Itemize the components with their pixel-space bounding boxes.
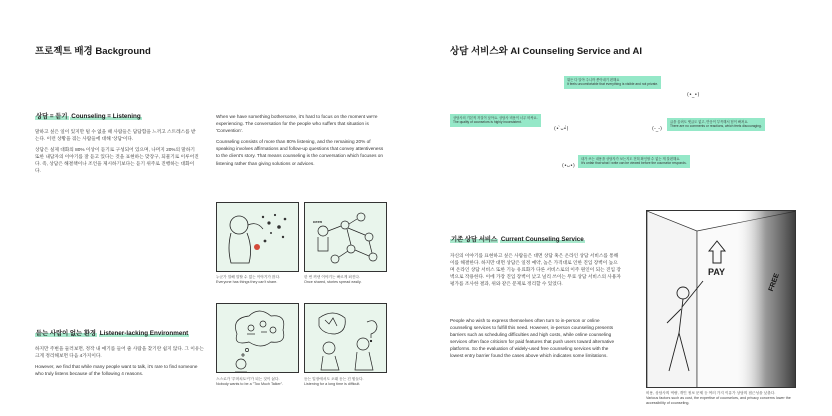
- review-bubble: 뭐든 다 알아 주니까 쏟아내기 편해요 It feels uncomfortable that everything is visible and not private.: [564, 76, 661, 89]
- thought-bubble-drawing: [217, 304, 299, 373]
- face-icon: (• ̀ᴗ•́): [554, 126, 569, 132]
- pay-free-wall-drawing: [647, 211, 796, 388]
- illustration-caption: 듣는 입장에서도 오래 듣는 건 힘들다. Listening for a long time is difficult.: [304, 377, 364, 386]
- person-secret-drawing: [217, 203, 299, 272]
- illustration-spread: [304, 202, 387, 272]
- section-heading-current-service: [450, 234, 585, 243]
- heading-ko: 듣는 사람이 없는 환경: [36, 330, 96, 337]
- pay-sign: PAY: [708, 267, 726, 277]
- middle-body: [216, 113, 388, 171]
- paragraph: 말하고 싶은 일이 있지만 털 수 없을 때 사람들은 답답함을 느끼고 스트레스를 받는다. 이런 상황을 겪는 사람들에 대해 '상담'이다.: [35, 129, 196, 142]
- illustration-caption: 비용, 상담사의 역량, 개인 정보 문제 등 여러 가지 이유가 상담의 접근성을 낮춘다. Various factors such as cost, the expertise of counselors, and privacy concerns lower the accessibility of counseling.: [646, 391, 791, 405]
- section-heading-counseling-listening: [35, 111, 142, 120]
- illustration-secrets: [216, 202, 299, 272]
- illustration-pay-free: [646, 210, 796, 388]
- face-icon: (•_•): [687, 92, 700, 98]
- review-bubble: 내가 쓰는 내용을 상담자가 보는지도 전혀 확인할 수 없는 게 불편해요. It's unfair that what I write can be viewed before the counselor responds.: [578, 155, 690, 168]
- heading-en: Current Counseling Service: [500, 236, 584, 243]
- paragraph: People who wish to express themselves often turn to in-person or online counseling services to fulfill this need. However, in-person counseling presents barriers such as scheduling difficulties and high costs, while online counseling services often face criticism for paid features that push users toward alternative platforms. So the evaluation of widely-used free counseling services with the lowest entry barrier found the cases above which indicates some limitations.: [450, 318, 615, 359]
- face-icon: (•ᴗ•): [562, 163, 575, 169]
- illustration-too-much-talker: [216, 303, 299, 373]
- illustration-caption: 스스로가 '투머치토커'가 되는 것이 싫다. Nobody wants to be a "Too Much Talker".: [216, 377, 284, 386]
- heading-en: Listener-lacking Environment: [99, 330, 189, 337]
- heading-ko: 기존 상담 서비스: [451, 236, 498, 243]
- heading-en: Counseling = Listening: [71, 113, 141, 120]
- paragraph: When we have something bothersome, it's hard to focus on the moment we're experiencing. The conversation for the people who suffers that situation is 'Convention'.: [216, 114, 378, 134]
- current-service-body: [450, 252, 622, 291]
- illustration-listening-difficult: [304, 303, 387, 373]
- paragraph: 상담은 실제 대화의 80% 이상이 듣기로 구성되어 있으며, 나머지 20%의 말하기 또한 내담자의 이야기를 잘 듣고 있다는 것을 표현하는 맞장구, 되물기로 이루어진다. 즉, 상담은 해결책이나 조언을 제시하기보다는 듣기 위주로 진행하는 대화이다.: [35, 147, 199, 174]
- page-title-left: 프로젝트 배경 Background: [35, 46, 151, 57]
- review-bubble: 글을 올려도 댓글도 없고, 반응이 부족해서 힘이 빠져요. There are no comments or reactions, which feels discouraging.: [667, 118, 765, 131]
- free-sign: FREE: [767, 272, 781, 293]
- section1-body: [35, 128, 199, 179]
- people-network-drawing: [305, 203, 387, 272]
- face-icon: (-_-): [652, 126, 663, 132]
- paragraph: 자신의 이야기를 표현하고 싶은 사람들은 대면 상담 혹은 온라인 상담 서비스를 통해 이를 해결한다. 하지만 대면 상담은 일정 예약, 높은 가격대로 인한 진입 장벽이 높으며 온라인 상담 서비스 또한 기능 유료화가 다른 서비스로의 이주 원인이 되는 진입 장벽으로 작용한다. 이에 가장 진입 장벽이 낮고 널리 쓰이는 무료 상담 서비스의 사용자 평가를 조사한 결과, 위와 같은 문제로 정리할 수 있었다.: [450, 253, 621, 287]
- heading-ko: 상담 = 듣기: [36, 113, 68, 120]
- tired-listener-drawing: [305, 304, 387, 373]
- review-bubble: 상담사의 기본적 자질이 낮아요. 상담사 비용이 너무 비싸요. The quality of counselors is highly inconsistent.: [450, 114, 541, 127]
- illustration-caption: 누군가 말해 말할 수 없는 이야기가 많다. Everyone has things they can't share.: [216, 275, 281, 284]
- current-service-body-en: [450, 317, 622, 364]
- section2-body: [35, 345, 205, 381]
- illustration-caption: 한 번 꺼낸 이야기는 빠르게 퍼진다. Once shared, stories spread easily.: [304, 275, 362, 284]
- drawing-label: ceen: [313, 219, 323, 224]
- page-title-right: 상담 서비스와 AI Counseling Service and AI: [450, 46, 642, 57]
- paragraph: However, we find that while many people want to talk, it's rare to find someone who truly listens because of the following 4 reasons.: [35, 364, 198, 377]
- section-heading-listener-lacking: [35, 328, 189, 337]
- paragraph: 하지만 주변을 둘러보면, 정작 내 얘기를 들어 줄 사람을 찾기란 쉽지 않다. 그 이유는 크게 정리해보면 다음 4가지이다.: [35, 346, 204, 359]
- paragraph: Counseling consists of more than 80% listening, and the remaining 20% of speaking involves affirmations and follow-up questions that convey attentiveness to the client's story. That means counseling is the conversation which focuses on listening rather than giving solutions or advices.: [216, 139, 384, 166]
